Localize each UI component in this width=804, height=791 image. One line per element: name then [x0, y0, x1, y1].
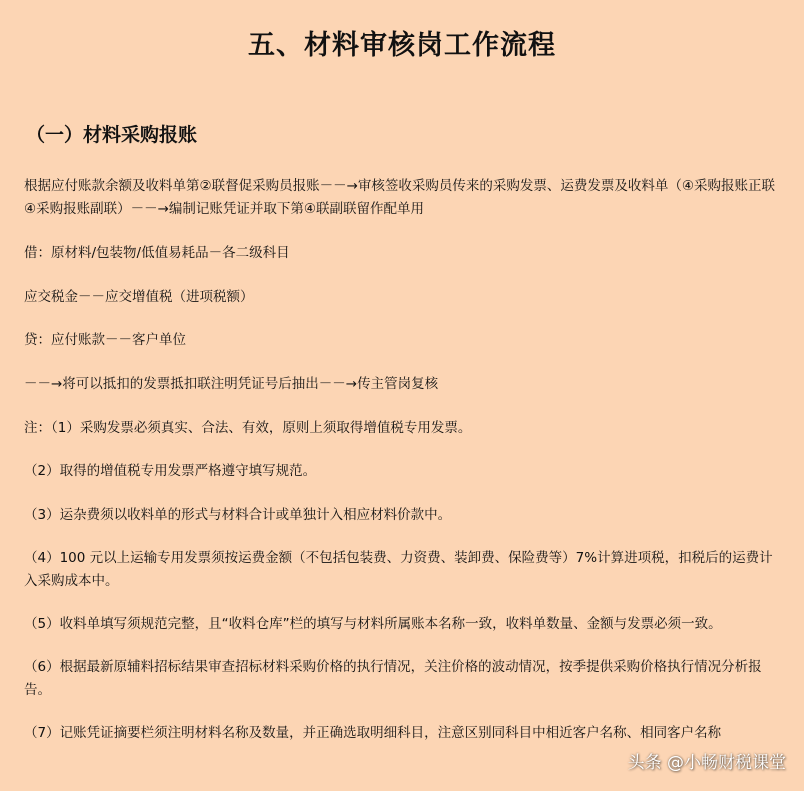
section-heading: （一）材料采购报账	[26, 124, 198, 146]
note-item-4: （4）100 元以上运输专用发票须按运费金额（不包括包装费、力资费、装卸费、保险费等）7%计算进项税，扣税后的运费计入采购成本中。	[24, 550, 773, 589]
note-item-6: （6）根据最新原辅料招标结果审查招标材料采购价格的执行情况，关注价格的波动情况，按季提供采购价格执行情况分析报告。	[24, 659, 762, 698]
paragraph-process-flow: 根据应付账款余额及收料单第②联督促采购员报账－－→审核签收采购员传来的采购发票、运费发票及收料单（④采购报账正联④采购报账副联）－－→编制记账凭证并取下第④联副联留作配单用	[24, 178, 776, 217]
note-item-1: 注：（1）采购发票必须真实、合法、有效，原则上须取得增值税专用发票。	[24, 420, 472, 436]
note-item-3: （3）运杂费须以收料单的形式与材料合计或单独计入相应材料价款中。	[24, 507, 452, 523]
note-item-2: （2）取得的增值税专用发票严格遵守填写规范。	[24, 463, 317, 479]
page-title: 五、材料审核岗工作流程	[248, 30, 556, 61]
paragraph-tax-entry: 应交税金－－应交增值税（进项税额）	[24, 289, 254, 305]
watermark: 头条 @小畅财税课堂	[627, 753, 786, 773]
note-item-7: （7）记账凭证摘要栏须注明材料名称及数量，并正确选取明细科目，注意区别同科目中相近客户名称、相同客户名称	[24, 725, 722, 741]
paragraph-review-flow: －－→将可以抵扣的发票抵扣联注明凭证号后抽出－－→传主管岗复核	[24, 376, 439, 392]
note-item-5: （5）收料单填写须规范完整，且“收料仓库”栏的填写与材料所属账本名称一致，收料单数量、金额与发票必须一致。	[24, 616, 722, 632]
paragraph-credit-entry: 贷：应付账款－－客户单位	[24, 332, 186, 348]
paragraph-debit-entry: 借：原材料/包装物/低值易耗品－各二级科目	[24, 245, 290, 261]
